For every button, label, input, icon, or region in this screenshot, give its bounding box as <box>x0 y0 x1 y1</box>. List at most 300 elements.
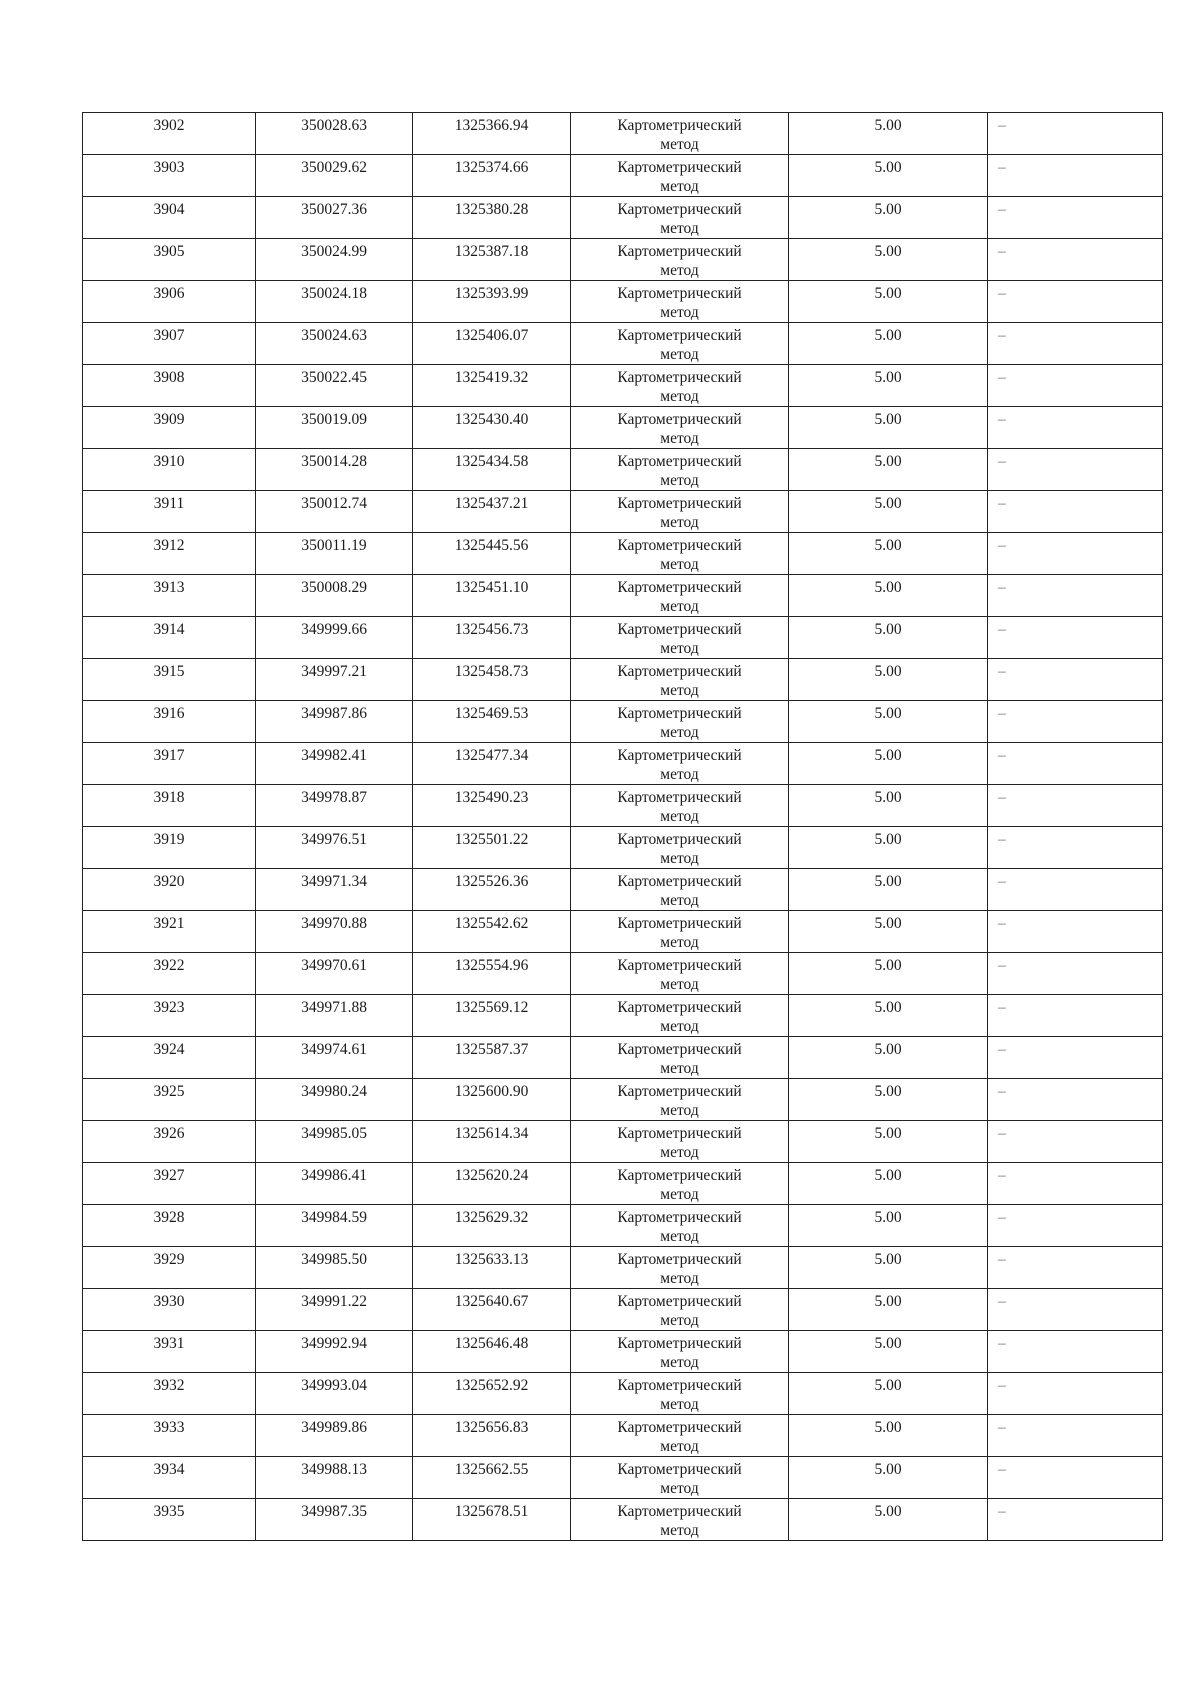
x-coordinate-cell: 349999.66 <box>256 617 413 659</box>
method-line: Картометрический <box>617 369 742 386</box>
description-cell: – <box>988 575 1163 617</box>
table-row <box>83 1121 1163 1163</box>
method-cell <box>571 239 789 281</box>
table-row <box>83 1247 1163 1289</box>
point-number-cell: 3923 <box>83 995 256 1037</box>
y-coordinate-cell: 1325640.67 <box>413 1289 571 1331</box>
table-row <box>83 1331 1163 1373</box>
y-coordinate-cell: 1325600.90 <box>413 1079 571 1121</box>
method-cell <box>571 1373 789 1415</box>
x-coordinate-cell: 350024.99 <box>256 239 413 281</box>
table-row <box>83 1457 1163 1499</box>
accuracy-cell: 5.00 <box>789 113 988 155</box>
x-coordinate-cell: 350024.18 <box>256 281 413 323</box>
method-cell <box>571 1415 789 1457</box>
method-cell <box>571 533 789 575</box>
method-cell <box>571 449 789 491</box>
description-cell: – <box>988 407 1163 449</box>
method-cell <box>571 1079 789 1121</box>
accuracy-cell: 5.00 <box>789 1121 988 1163</box>
description-cell: – <box>988 827 1163 869</box>
method-cell <box>571 155 789 197</box>
table-row <box>83 1163 1163 1205</box>
x-coordinate-cell: 350008.29 <box>256 575 413 617</box>
method-line: Картометрический <box>617 747 742 764</box>
method-line: Картометрический <box>617 1503 742 1520</box>
description-cell: – <box>988 1163 1163 1205</box>
table-row <box>83 785 1163 827</box>
accuracy-cell: 5.00 <box>789 1499 988 1541</box>
y-coordinate-cell: 1325656.83 <box>413 1415 571 1457</box>
x-coordinate-cell: 349988.13 <box>256 1457 413 1499</box>
point-number-cell: 3909 <box>83 407 256 449</box>
method-line: метод <box>660 892 699 909</box>
point-number-cell: 3922 <box>83 953 256 995</box>
accuracy-cell: 5.00 <box>789 1247 988 1289</box>
accuracy-cell: 5.00 <box>789 155 988 197</box>
method-cell <box>571 911 789 953</box>
y-coordinate-cell: 1325469.53 <box>413 701 571 743</box>
accuracy-cell: 5.00 <box>789 659 988 701</box>
method-cell <box>571 407 789 449</box>
x-coordinate-cell: 349978.87 <box>256 785 413 827</box>
method-line: Картометрический <box>617 537 742 554</box>
method-line: метод <box>660 1312 699 1329</box>
y-coordinate-cell: 1325406.07 <box>413 323 571 365</box>
accuracy-cell: 5.00 <box>789 1373 988 1415</box>
accuracy-cell: 5.00 <box>789 1037 988 1079</box>
method-line: Картометрический <box>617 1041 742 1058</box>
point-number-cell: 3915 <box>83 659 256 701</box>
point-number-cell: 3914 <box>83 617 256 659</box>
description-cell: – <box>988 701 1163 743</box>
description-cell: – <box>988 617 1163 659</box>
method-line: Картометрический <box>617 453 742 470</box>
accuracy-cell: 5.00 <box>789 743 988 785</box>
x-coordinate-cell: 350019.09 <box>256 407 413 449</box>
table-row <box>83 953 1163 995</box>
description-cell: – <box>988 323 1163 365</box>
method-line: Картометрический <box>617 1293 742 1310</box>
description-cell: – <box>988 1331 1163 1373</box>
method-line: метод <box>660 178 699 195</box>
table-row <box>83 323 1163 365</box>
y-coordinate-cell: 1325501.22 <box>413 827 571 869</box>
point-number-cell: 3920 <box>83 869 256 911</box>
y-coordinate-cell: 1325542.62 <box>413 911 571 953</box>
method-line: метод <box>660 1270 699 1287</box>
description-cell: – <box>988 1205 1163 1247</box>
table-row <box>83 239 1163 281</box>
x-coordinate-cell: 350024.63 <box>256 323 413 365</box>
y-coordinate-cell: 1325451.10 <box>413 575 571 617</box>
y-coordinate-cell: 1325456.73 <box>413 617 571 659</box>
method-line: Картометрический <box>617 915 742 932</box>
method-cell <box>571 197 789 239</box>
y-coordinate-cell: 1325629.32 <box>413 1205 571 1247</box>
accuracy-cell: 5.00 <box>789 1289 988 1331</box>
y-coordinate-cell: 1325490.23 <box>413 785 571 827</box>
x-coordinate-cell: 350029.62 <box>256 155 413 197</box>
method-line: Картометрический <box>617 705 742 722</box>
y-coordinate-cell: 1325437.21 <box>413 491 571 533</box>
description-cell: – <box>988 449 1163 491</box>
method-line: Картометрический <box>617 159 742 176</box>
y-coordinate-cell: 1325614.34 <box>413 1121 571 1163</box>
x-coordinate-cell: 349980.24 <box>256 1079 413 1121</box>
table-row <box>83 1289 1163 1331</box>
y-coordinate-cell: 1325652.92 <box>413 1373 571 1415</box>
method-line: метод <box>660 514 699 531</box>
method-line: Картометрический <box>617 411 742 428</box>
x-coordinate-cell: 350022.45 <box>256 365 413 407</box>
point-number-cell: 3931 <box>83 1331 256 1373</box>
accuracy-cell: 5.00 <box>789 1079 988 1121</box>
method-line: Картометрический <box>617 999 742 1016</box>
table-row <box>83 1415 1163 1457</box>
y-coordinate-cell: 1325587.37 <box>413 1037 571 1079</box>
method-line: Картометрический <box>617 579 742 596</box>
point-number-cell: 3908 <box>83 365 256 407</box>
x-coordinate-cell: 349997.21 <box>256 659 413 701</box>
x-coordinate-cell: 349993.04 <box>256 1373 413 1415</box>
accuracy-cell: 5.00 <box>789 323 988 365</box>
point-number-cell: 3903 <box>83 155 256 197</box>
method-cell <box>571 701 789 743</box>
table-row <box>83 743 1163 785</box>
y-coordinate-cell: 1325387.18 <box>413 239 571 281</box>
table-row <box>83 869 1163 911</box>
table-row <box>83 197 1163 239</box>
point-number-cell: 3917 <box>83 743 256 785</box>
method-line: Картометрический <box>617 495 742 512</box>
accuracy-cell: 5.00 <box>789 1415 988 1457</box>
y-coordinate-cell: 1325393.99 <box>413 281 571 323</box>
description-cell: – <box>988 155 1163 197</box>
method-cell <box>571 827 789 869</box>
method-cell <box>571 869 789 911</box>
x-coordinate-cell: 349971.34 <box>256 869 413 911</box>
coordinates-table <box>82 112 1163 1541</box>
x-coordinate-cell: 350027.36 <box>256 197 413 239</box>
description-cell: – <box>988 113 1163 155</box>
x-coordinate-cell: 349987.35 <box>256 1499 413 1541</box>
description-cell: – <box>988 953 1163 995</box>
y-coordinate-cell: 1325366.94 <box>413 113 571 155</box>
description-cell: – <box>988 1079 1163 1121</box>
method-cell <box>571 995 789 1037</box>
description-cell: – <box>988 785 1163 827</box>
method-line: метод <box>660 556 699 573</box>
accuracy-cell: 5.00 <box>789 785 988 827</box>
y-coordinate-cell: 1325646.48 <box>413 1331 571 1373</box>
method-line: метод <box>660 976 699 993</box>
x-coordinate-cell: 350011.19 <box>256 533 413 575</box>
method-line: метод <box>660 472 699 489</box>
table-row <box>83 995 1163 1037</box>
method-line: Картометрический <box>617 1461 742 1478</box>
point-number-cell: 3906 <box>83 281 256 323</box>
description-cell: – <box>988 1289 1163 1331</box>
point-number-cell: 3933 <box>83 1415 256 1457</box>
method-cell <box>571 491 789 533</box>
method-cell <box>571 1331 789 1373</box>
method-cell <box>571 953 789 995</box>
description-cell: – <box>988 1247 1163 1289</box>
y-coordinate-cell: 1325662.55 <box>413 1457 571 1499</box>
x-coordinate-cell: 350028.63 <box>256 113 413 155</box>
method-line: Картометрический <box>617 201 742 218</box>
x-coordinate-cell: 349970.88 <box>256 911 413 953</box>
table-row <box>83 155 1163 197</box>
point-number-cell: 3924 <box>83 1037 256 1079</box>
accuracy-cell: 5.00 <box>789 995 988 1037</box>
method-line: Картометрический <box>617 1335 742 1352</box>
point-number-cell: 3905 <box>83 239 256 281</box>
table-row <box>83 491 1163 533</box>
method-cell <box>571 617 789 659</box>
method-line: метод <box>660 598 699 615</box>
y-coordinate-cell: 1325419.32 <box>413 365 571 407</box>
description-cell: – <box>988 197 1163 239</box>
method-line: метод <box>660 682 699 699</box>
accuracy-cell: 5.00 <box>789 1205 988 1247</box>
method-line: Картометрический <box>617 1419 742 1436</box>
method-cell <box>571 323 789 365</box>
method-line: метод <box>660 1480 699 1497</box>
point-number-cell: 3919 <box>83 827 256 869</box>
method-cell <box>571 1037 789 1079</box>
x-coordinate-cell: 349991.22 <box>256 1289 413 1331</box>
point-number-cell: 3918 <box>83 785 256 827</box>
description-cell: – <box>988 1037 1163 1079</box>
description-cell: – <box>988 995 1163 1037</box>
method-line: Картометрический <box>617 831 742 848</box>
method-cell <box>571 281 789 323</box>
method-cell <box>571 1121 789 1163</box>
accuracy-cell: 5.00 <box>789 491 988 533</box>
method-line: метод <box>660 1144 699 1161</box>
x-coordinate-cell: 349982.41 <box>256 743 413 785</box>
table-row <box>83 575 1163 617</box>
y-coordinate-cell: 1325633.13 <box>413 1247 571 1289</box>
description-cell: – <box>988 869 1163 911</box>
method-cell <box>571 1499 789 1541</box>
description-cell: – <box>988 239 1163 281</box>
point-number-cell: 3928 <box>83 1205 256 1247</box>
point-number-cell: 3912 <box>83 533 256 575</box>
table-row <box>83 701 1163 743</box>
method-line: метод <box>660 430 699 447</box>
description-cell: – <box>988 533 1163 575</box>
x-coordinate-cell: 349985.50 <box>256 1247 413 1289</box>
point-number-cell: 3932 <box>83 1373 256 1415</box>
point-number-cell: 3934 <box>83 1457 256 1499</box>
method-line: метод <box>660 1396 699 1413</box>
accuracy-cell: 5.00 <box>789 281 988 323</box>
x-coordinate-cell: 349971.88 <box>256 995 413 1037</box>
accuracy-cell: 5.00 <box>789 533 988 575</box>
accuracy-cell: 5.00 <box>789 617 988 659</box>
description-cell: – <box>988 365 1163 407</box>
method-line: метод <box>660 262 699 279</box>
point-number-cell: 3913 <box>83 575 256 617</box>
method-line: метод <box>660 808 699 825</box>
method-cell <box>571 743 789 785</box>
method-cell <box>571 1205 789 1247</box>
accuracy-cell: 5.00 <box>789 869 988 911</box>
y-coordinate-cell: 1325620.24 <box>413 1163 571 1205</box>
table-row <box>83 281 1163 323</box>
method-cell <box>571 1289 789 1331</box>
point-number-cell: 3916 <box>83 701 256 743</box>
method-line: Картометрический <box>617 327 742 344</box>
accuracy-cell: 5.00 <box>789 365 988 407</box>
description-cell: – <box>988 659 1163 701</box>
table-row <box>83 1079 1163 1121</box>
method-line: метод <box>660 346 699 363</box>
table-row <box>83 1373 1163 1415</box>
method-line: Картометрический <box>617 873 742 890</box>
accuracy-cell: 5.00 <box>789 827 988 869</box>
coordinates-table-body <box>83 113 1163 1541</box>
x-coordinate-cell: 350012.74 <box>256 491 413 533</box>
accuracy-cell: 5.00 <box>789 449 988 491</box>
method-line: Картометрический <box>617 663 742 680</box>
method-line: Картометрический <box>617 789 742 806</box>
x-coordinate-cell: 349989.86 <box>256 1415 413 1457</box>
table-row <box>83 911 1163 953</box>
method-line: метод <box>660 1060 699 1077</box>
description-cell: – <box>988 1415 1163 1457</box>
point-number-cell: 3907 <box>83 323 256 365</box>
accuracy-cell: 5.00 <box>789 1331 988 1373</box>
y-coordinate-cell: 1325569.12 <box>413 995 571 1037</box>
method-cell <box>571 659 789 701</box>
method-line: метод <box>660 1522 699 1539</box>
method-line: метод <box>660 640 699 657</box>
description-cell: – <box>988 1121 1163 1163</box>
method-cell <box>571 1457 789 1499</box>
table-row <box>83 1037 1163 1079</box>
point-number-cell: 3927 <box>83 1163 256 1205</box>
description-cell: – <box>988 743 1163 785</box>
x-coordinate-cell: 350014.28 <box>256 449 413 491</box>
table-row <box>83 659 1163 701</box>
y-coordinate-cell: 1325477.34 <box>413 743 571 785</box>
x-coordinate-cell: 349985.05 <box>256 1121 413 1163</box>
x-coordinate-cell: 349992.94 <box>256 1331 413 1373</box>
method-line: Картометрический <box>617 1167 742 1184</box>
description-cell: – <box>988 911 1163 953</box>
accuracy-cell: 5.00 <box>789 197 988 239</box>
accuracy-cell: 5.00 <box>789 701 988 743</box>
accuracy-cell: 5.00 <box>789 1457 988 1499</box>
method-line: метод <box>660 934 699 951</box>
method-line: метод <box>660 1102 699 1119</box>
method-cell <box>571 1163 789 1205</box>
method-cell <box>571 113 789 155</box>
accuracy-cell: 5.00 <box>789 407 988 449</box>
method-line: Картометрический <box>617 117 742 134</box>
method-line: Картометрический <box>617 1377 742 1394</box>
method-cell <box>571 365 789 407</box>
table-row <box>83 365 1163 407</box>
y-coordinate-cell: 1325526.36 <box>413 869 571 911</box>
point-number-cell: 3935 <box>83 1499 256 1541</box>
method-line: метод <box>660 1228 699 1245</box>
method-line: метод <box>660 766 699 783</box>
point-number-cell: 3904 <box>83 197 256 239</box>
point-number-cell: 3911 <box>83 491 256 533</box>
x-coordinate-cell: 349974.61 <box>256 1037 413 1079</box>
point-number-cell: 3902 <box>83 113 256 155</box>
y-coordinate-cell: 1325458.73 <box>413 659 571 701</box>
y-coordinate-cell: 1325380.28 <box>413 197 571 239</box>
table-row <box>83 533 1163 575</box>
method-line: Картометрический <box>617 1209 742 1226</box>
table-row <box>83 827 1163 869</box>
description-cell: – <box>988 491 1163 533</box>
y-coordinate-cell: 1325678.51 <box>413 1499 571 1541</box>
method-line: метод <box>660 304 699 321</box>
point-number-cell: 3926 <box>83 1121 256 1163</box>
y-coordinate-cell: 1325445.56 <box>413 533 571 575</box>
point-number-cell: 3921 <box>83 911 256 953</box>
x-coordinate-cell: 349976.51 <box>256 827 413 869</box>
y-coordinate-cell: 1325374.66 <box>413 155 571 197</box>
description-cell: – <box>988 1457 1163 1499</box>
point-number-cell: 3929 <box>83 1247 256 1289</box>
x-coordinate-cell: 349987.86 <box>256 701 413 743</box>
method-line: Картометрический <box>617 1125 742 1142</box>
method-cell <box>571 1247 789 1289</box>
method-line: метод <box>660 1186 699 1203</box>
y-coordinate-cell: 1325434.58 <box>413 449 571 491</box>
method-line: метод <box>660 850 699 867</box>
method-line: метод <box>660 1018 699 1035</box>
method-line: метод <box>660 220 699 237</box>
method-line: Картометрический <box>617 957 742 974</box>
point-number-cell: 3910 <box>83 449 256 491</box>
point-number-cell: 3930 <box>83 1289 256 1331</box>
x-coordinate-cell: 349984.59 <box>256 1205 413 1247</box>
x-coordinate-cell: 349986.41 <box>256 1163 413 1205</box>
description-cell: – <box>988 1373 1163 1415</box>
method-line: Картометрический <box>617 1251 742 1268</box>
method-line: метод <box>660 388 699 405</box>
accuracy-cell: 5.00 <box>789 911 988 953</box>
method-line: Картометрический <box>617 285 742 302</box>
y-coordinate-cell: 1325430.40 <box>413 407 571 449</box>
table-row <box>83 617 1163 659</box>
accuracy-cell: 5.00 <box>789 953 988 995</box>
point-number-cell: 3925 <box>83 1079 256 1121</box>
accuracy-cell: 5.00 <box>789 575 988 617</box>
table-row <box>83 449 1163 491</box>
method-line: метод <box>660 136 699 153</box>
description-cell: – <box>988 1499 1163 1541</box>
method-line: метод <box>660 1354 699 1371</box>
description-cell: – <box>988 281 1163 323</box>
table-row <box>83 1499 1163 1541</box>
method-line: Картометрический <box>617 243 742 260</box>
accuracy-cell: 5.00 <box>789 239 988 281</box>
x-coordinate-cell: 349970.61 <box>256 953 413 995</box>
method-line: метод <box>660 1438 699 1455</box>
table-row <box>83 113 1163 155</box>
method-line: Картометрический <box>617 1083 742 1100</box>
